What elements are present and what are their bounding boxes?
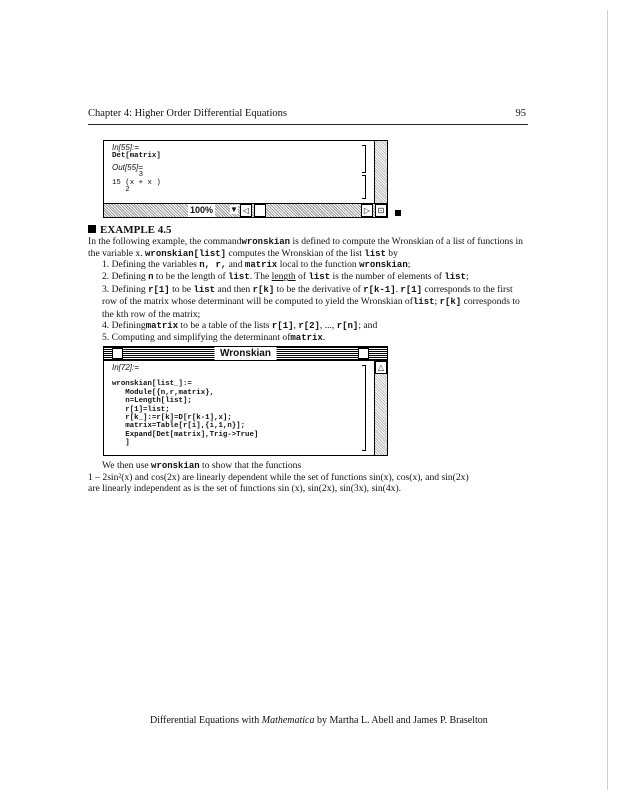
output-denominator: 2: [112, 186, 130, 195]
after-text: [102, 460, 532, 472]
notebook-window-wronskian: [103, 346, 388, 456]
code-line: r[k_]:=r[k]=D[r[k-1],x];: [112, 414, 232, 423]
code-line: n=Length[list];: [112, 397, 192, 406]
input-code[interactable]: Det[matrix]: [112, 152, 161, 160]
footer-italic: Mathematica: [261, 715, 315, 726]
running-header: [88, 108, 526, 122]
code-line: ]: [112, 439, 130, 448]
list-item: 5. Computing and simplifying the determinant ofmatrix.: [102, 332, 326, 344]
window-title: Wronskian: [214, 347, 277, 360]
close-box-icon[interactable]: [112, 348, 123, 359]
notebook-cells: [112, 143, 161, 194]
output-exponent: 3: [112, 171, 144, 180]
header-rule: [88, 124, 528, 125]
notebook-cells: [112, 363, 258, 448]
paragraph-line: are linearly independent as is the set of functions sin (x), sin(2x), sin(3x), sin(4x).: [88, 483, 402, 495]
scroll-right-icon[interactable]: ▷: [361, 204, 373, 217]
zoom-level[interactable]: 100%: [190, 205, 214, 215]
input-label: In[72]:=: [112, 363, 139, 372]
zoom-box-icon[interactable]: [358, 348, 369, 359]
scroll-up-icon[interactable]: △: [375, 361, 387, 374]
section-square-icon: [88, 225, 96, 233]
scroll-left-icon[interactable]: ◁: [240, 204, 252, 217]
page-number: 95: [515, 108, 526, 119]
list-item: 3. Defining r[1] to be list and then r[k] to be the derivative of r[k-1]. r[1] corresponds to the first row of the matrix whose determinant will be computed to yield the Wronskian oflist; r[k] corresponds to the kth row of the matrix;: [102, 283, 520, 320]
resize-grip-icon[interactable]: ⊡: [375, 204, 387, 217]
code-line: Module[{n,r,matrix},: [112, 388, 215, 397]
output-label: Out[55]=: [112, 163, 143, 173]
vertical-scrollbar[interactable]: [374, 141, 387, 203]
cell-bracket[interactable]: [362, 365, 366, 451]
after-text-cont: [88, 472, 528, 495]
window-titlebar[interactable]: [104, 347, 387, 361]
scroll-thumb[interactable]: [254, 204, 266, 217]
end-of-example-marker: [395, 210, 401, 216]
output-expression: 15 (x + x ): [112, 179, 161, 188]
input-label: In[55]:=: [112, 143, 139, 152]
list-item: 2. Defining n to be the length of list. The length of list is the number of elements of list;: [102, 271, 469, 283]
code-line: r[1]=list;: [112, 405, 170, 414]
horizontal-scrollbar[interactable]: [104, 203, 387, 217]
cell-bracket[interactable]: [362, 145, 366, 173]
example-heading: [88, 224, 172, 236]
code-line: Expand[Det[matrix],Trig->True]: [112, 430, 259, 439]
page-edge-line: [607, 10, 608, 790]
example-intro: In the following example, the commandwronskian is defined to compute the Wronskian of a list of functions in the variable x. wronskian[list] computes the Wronskian of the list list by: [88, 236, 523, 260]
paragraph-line: We then use wronskian to show that the functions: [102, 460, 302, 471]
list-item: 1. Defining the variables n, r, and matrix local to the function wronskian;: [102, 259, 411, 270]
code-line: matrix=Table[r[i],{i,1,n}];: [112, 422, 246, 431]
cell-bracket[interactable]: [362, 175, 366, 199]
paragraph-line: 1 – 2sin²(x) and cos(2x) are linearly dependent while the set of functions sin(x), cos(x), and sin(2x): [88, 472, 469, 483]
code-line: wronskian[list_]:=: [112, 380, 192, 389]
steps-list: [88, 259, 528, 345]
page-footer: Differential Equations with Mathematica by Martha L. Abell and James P. Braselton: [150, 715, 488, 726]
example-title: EXAMPLE 4.5: [100, 224, 172, 236]
input-code-block[interactable]: [112, 372, 258, 448]
chapter-title: Chapter 4: Higher Order Differential Equations: [88, 108, 287, 119]
zoom-dropdown-icon[interactable]: ▼: [230, 205, 238, 214]
list-item: 4. Definingmatrix to be a table of the lists r[1], r[2], ..., r[n]; and: [102, 320, 378, 332]
vertical-scrollbar[interactable]: [374, 361, 387, 455]
notebook-window-det: [103, 140, 388, 218]
